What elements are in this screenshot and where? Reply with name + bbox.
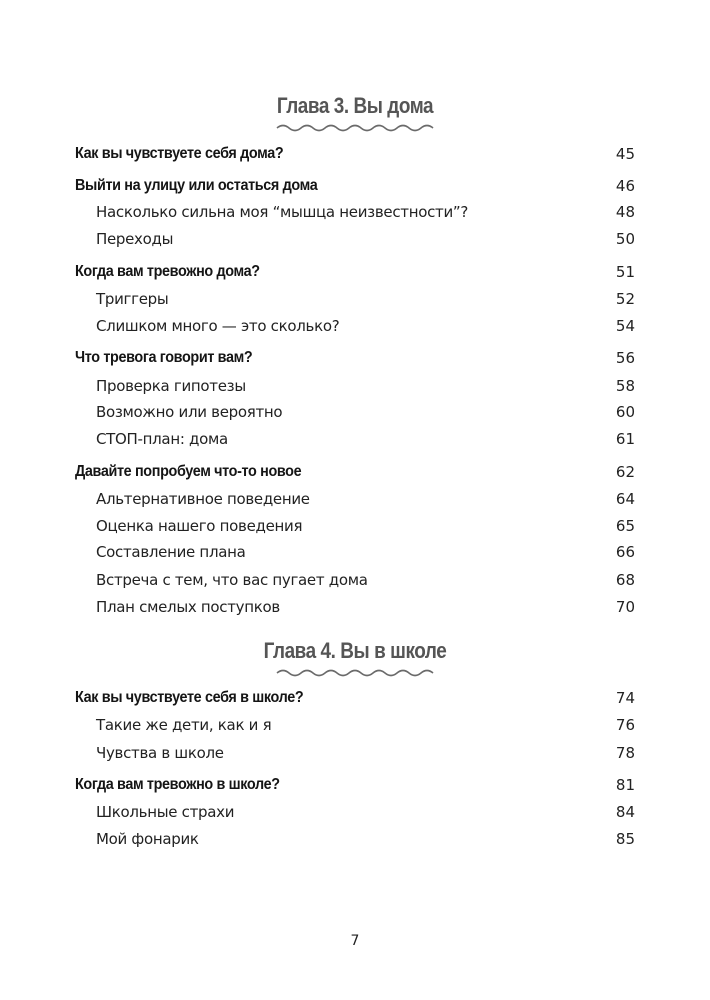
toc-entry [0, 715, 710, 739]
subsection-title: План смелых поступков [96, 598, 280, 616]
toc-entry [0, 402, 710, 426]
toc-page-number: 56 [615, 349, 635, 367]
toc-page-number: 45 [615, 145, 635, 163]
toc-page-number: 66 [615, 543, 635, 561]
subsection-title: Чувства в школе [96, 744, 224, 762]
toc-page-number: 58 [615, 377, 635, 395]
section-title: Как вы чувствуете себя в школе? [75, 689, 304, 706]
section-title: Выйти на улицу или остаться дома [75, 177, 318, 194]
subsection-title: Возможно или вероятно [96, 403, 283, 421]
toc-page-number: 81 [615, 776, 635, 794]
subsection-title: Насколько сильна моя “мышца неизвестности”? [96, 203, 469, 221]
toc-entry [0, 802, 710, 826]
toc-entry [0, 202, 710, 226]
toc-page-number: 61 [615, 430, 635, 448]
chapter-4-title: Глава 4. Вы в школе [263, 638, 447, 663]
toc-page-number: 84 [615, 803, 635, 821]
subsection-title: СТОП-план: дома [96, 430, 228, 448]
subsection-title: Такие же дети, как и я [96, 716, 272, 734]
toc-entry [0, 144, 710, 168]
subsection-title: Слишком много — это сколько? [96, 317, 340, 335]
toc-entry [0, 316, 710, 340]
toc-page-number: 51 [615, 263, 635, 281]
toc-entry [0, 688, 710, 712]
toc-page-number: 76 [615, 716, 635, 734]
toc-entry [0, 348, 710, 372]
toc-entry [0, 429, 710, 453]
subsection-title: Мой фонарик [96, 830, 199, 848]
toc-page-number: 70 [615, 598, 635, 616]
toc-page-number: 52 [615, 290, 635, 308]
subsection-title: Триггеры [96, 290, 169, 308]
subsection-title: Встреча с тем, что вас пугает дома [96, 571, 368, 589]
page-number: 7 [350, 933, 360, 949]
toc-page-number: 65 [615, 517, 635, 535]
toc-entry [0, 489, 710, 513]
toc-entry [0, 829, 710, 853]
toc-page-number: 50 [615, 230, 635, 248]
chapter-4-wave-ornament [275, 667, 435, 679]
toc-entry [0, 516, 710, 540]
subsection-title: Составление плана [96, 543, 246, 561]
toc-entry [0, 597, 710, 621]
toc-page-number: 68 [615, 571, 635, 589]
toc-entry [0, 570, 710, 594]
subsection-title: Оценка нашего поведения [96, 517, 303, 535]
subsection-title: Переходы [96, 230, 174, 248]
subsection-title: Альтернативное поведение [96, 490, 310, 508]
toc-page-number: 48 [615, 203, 635, 221]
toc-page-number: 74 [615, 689, 635, 707]
toc-entry [0, 462, 710, 486]
section-title: Когда вам тревожно в школе? [75, 776, 280, 793]
toc-entry [0, 176, 710, 200]
section-title: Давайте попробуем что-то новое [75, 463, 302, 480]
toc-page-number: 62 [615, 463, 635, 481]
section-title: Как вы чувствуете себя дома? [75, 145, 284, 162]
toc-page-number: 85 [615, 830, 635, 848]
toc-page-number: 78 [615, 744, 635, 762]
toc-entry [0, 542, 710, 566]
section-title: Когда вам тревожно дома? [75, 263, 260, 280]
toc-entry [0, 743, 710, 767]
toc-entry [0, 262, 710, 286]
chapter-3-wave-ornament [275, 122, 435, 134]
toc-page-number: 46 [615, 177, 635, 195]
toc-entry [0, 376, 710, 400]
toc-page-number: 54 [615, 317, 635, 335]
subsection-title: Школьные страхи [96, 803, 235, 821]
toc-entry [0, 289, 710, 313]
toc-page-number: 60 [615, 403, 635, 421]
toc-entry [0, 229, 710, 253]
section-title: Что тревога говорит вам? [75, 349, 253, 366]
chapter-3-title: Глава 3. Вы дома [276, 93, 434, 118]
toc-entry [0, 775, 710, 799]
subsection-title: Проверка гипотезы [96, 377, 246, 395]
toc-page-number: 64 [615, 490, 635, 508]
